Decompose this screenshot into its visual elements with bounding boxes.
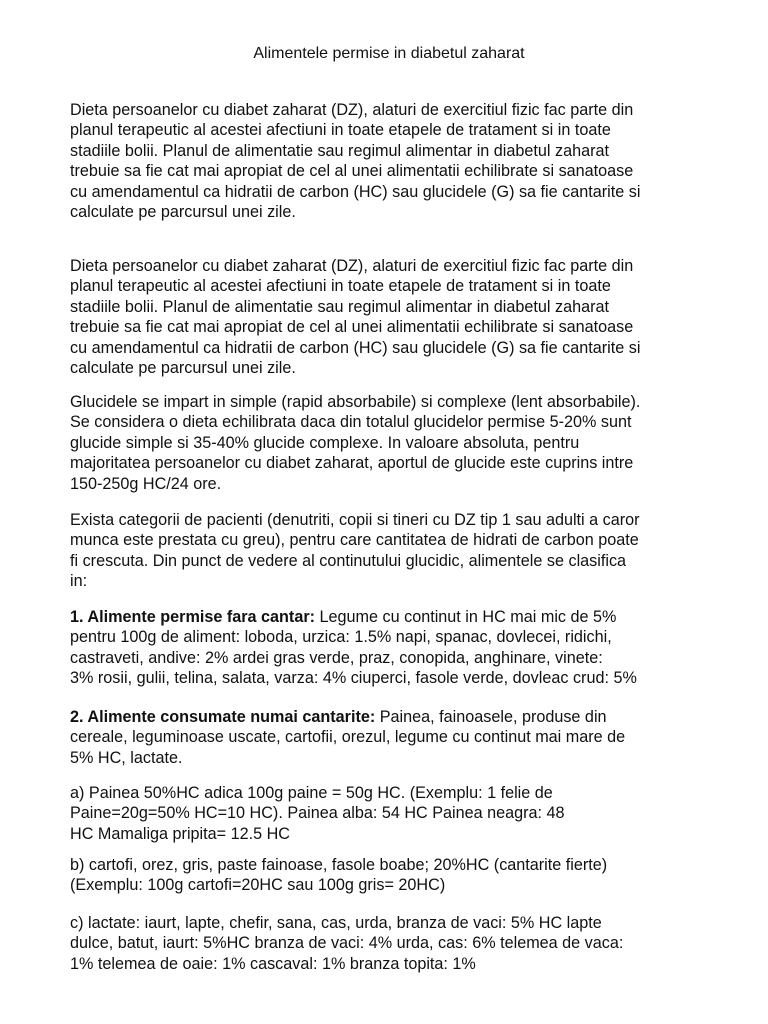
- paragraph-line: 1% telemea de oaie: 1% cascaval: 1% branza topita: 1%: [70, 954, 476, 973]
- paragraph-line: planul terapeutic al acestei afectiuni in toate etapele de tratament si in toate: [70, 121, 611, 140]
- paragraph-line: Paine=20g=50% HC=10 HC). Painea alba: 54 HC Painea neagra: 48: [70, 804, 565, 823]
- paragraph-line: Exista categorii de pacienti (denutriti, copii si tineri cu DZ tip 1 sau adulti a caror: [70, 511, 640, 529]
- paragraph-line: 150-250g HC/24 ore.: [70, 474, 222, 493]
- section-alimente-cantarite: [70, 707, 715, 768]
- paragraph-line: cu amendamentul ca hidratii de carbon (HC) sau glucidele (G) sa fie cantarite si: [70, 338, 641, 357]
- paragraph-line: HC Mamaliga pripita= 12.5 HC: [70, 824, 290, 843]
- section-alimente-fara-cantar: [70, 607, 715, 689]
- section-first-line-text: Legume cu continut in HC mai mic de 5%: [315, 608, 617, 626]
- paragraph-line: c) lactate: iaurt, lapte, chefir, sana, cas, urda, branza de vaci: 5% HC lapte: [70, 914, 602, 932]
- paragraph-line: (Exemplu: 100g cartofi=20HC sau 100g gris= 20HC): [70, 876, 446, 895]
- paragraph-line: fi crescuta. Din punct de vedere al continutului glucidic, alimentele se clasifica: [70, 551, 627, 570]
- paragraph-line: pentru 100g de aliment: loboda, urzica: 1.5% napi, spanac, dovlecei, ridichi,: [70, 628, 612, 647]
- paragraph-line: calculate pe parcursul unei zile.: [70, 203, 296, 222]
- item-painea: [70, 783, 715, 844]
- paragraph-line: trebuie sa fie cat mai apropiat de cel al unei alimentatii echilibrate si sanatoase: [70, 162, 634, 181]
- paragraph-intro-2: [70, 256, 715, 378]
- paragraph-line: b) cartofi, orez, gris, paste fainoase, fasole boabe; 20%HC (cantarite fierte): [70, 856, 608, 874]
- paragraph-line: planul terapeutic al acestei afectiuni in toate etapele de tratament si in toate: [70, 277, 611, 296]
- paragraph-line: stadiile bolii. Planul de alimentatie sau regimul alimentar in diabetul zaharat: [70, 297, 609, 316]
- paragraph-line: majoritatea persoanelor cu diabet zaharat, aportul de glucide este cuprins intre: [70, 454, 634, 473]
- paragraph-intro-1: [70, 100, 715, 222]
- paragraph-line: Dieta persoanelor cu diabet zaharat (DZ), alaturi de exercitiul fizic fac parte din: [70, 257, 634, 275]
- section-first-line: [70, 707, 715, 727]
- item-lactate: [70, 913, 715, 974]
- paragraph-line: Se considera o dieta echilibrata daca din totalul glucidelor permise 5-20% sunt: [70, 413, 632, 432]
- paragraph-line: Glucidele se impart in simple (rapid absorbabile) si complexe (lent absorbabile).: [70, 393, 641, 411]
- item-cartofi: [70, 855, 715, 896]
- paragraph-line: a) Painea 50%HC adica 100g paine = 50g HC. (Exemplu: 1 felie de: [70, 784, 553, 802]
- paragraph-categorii: [70, 510, 715, 592]
- section-first-line-text: Painea, fainoasele, produse din: [375, 708, 607, 726]
- paragraph-glucide: [70, 392, 715, 494]
- section-heading: 1. Alimente permise fara cantar:: [70, 608, 316, 626]
- paragraph-line: cu amendamentul ca hidratii de carbon (HC) sau glucidele (G) sa fie cantarite si: [70, 182, 641, 201]
- paragraph-line: castraveti, andive: 2% ardei gras verde, praz, conopida, anghinare, vinete:: [70, 648, 603, 667]
- paragraph-line: Dieta persoanelor cu diabet zaharat (DZ), alaturi de exercitiul fizic fac parte din: [70, 101, 634, 119]
- paragraph-line: 5% HC, lactate.: [70, 748, 183, 767]
- paragraph-line: trebuie sa fie cat mai apropiat de cel al unei alimentatii echilibrate si sanatoase: [70, 318, 634, 337]
- paragraph-line: in:: [70, 572, 88, 591]
- section-first-line: [70, 607, 715, 627]
- paragraph-line: dulce, batut, iaurt: 5%HC branza de vaci: 4% urda, cas: 6% telemea de vaca:: [70, 934, 624, 953]
- paragraph-line: munca este prestata cu greu), pentru care cantitatea de hidrati de carbon poate: [70, 531, 639, 550]
- paragraph-line: 3% rosii, gulii, telina, salata, varza: 4% ciuperci, fasole verde, dovleac crud: 5%: [70, 669, 637, 688]
- section-heading: 2. Alimente consumate numai cantarite:: [70, 708, 376, 726]
- paragraph-line: calculate pe parcursul unei zile.: [70, 359, 296, 378]
- document-title: Alimentele permise in diabetul zaharat: [253, 45, 525, 62]
- paragraph-line: cereale, leguminoase uscate, cartofii, orezul, legume cu continut mai mare de: [70, 728, 626, 747]
- paragraph-line: stadiile bolii. Planul de alimentatie sau regimul alimentar in diabetul zaharat: [70, 141, 609, 160]
- paragraph-line: glucide simple si 35-40% glucide complexe. In valoare absoluta, pentru: [70, 433, 580, 452]
